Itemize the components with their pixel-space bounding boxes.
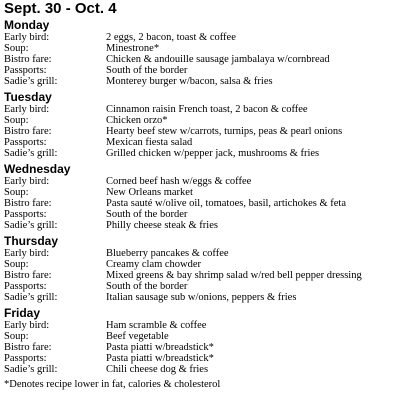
day-wednesday [4,163,414,231]
meal-label: Early bird: [4,176,50,187]
meal-value: Monterey burger w/bacon, salsa & fries [106,76,273,87]
meal-value: South of the border [106,65,188,76]
meal-label: Bistro fare: [4,54,52,65]
meal-value: Minestrone* [106,43,160,54]
day-heading: Wednesday [4,162,71,176]
menu-title: Sept. 30 - Oct. 4 [4,0,117,17]
meal-value: Pasta sauté w/olive oil, tomatoes, basil, artichokes & feta [106,198,346,209]
meal-value: Corned beef hash w/eggs & coffee [106,176,252,187]
day-tuesday [4,91,414,159]
meal-value: Mixed greens & bay shrimp salad w/red bell pepper dressing [106,270,362,281]
meal-value: Ham scramble & coffee [106,320,207,331]
menu-row [4,137,414,148]
meal-value: Blueberry pancakes & coffee [106,248,229,259]
menu-row [4,187,414,198]
meal-label: Early bird: [4,104,50,115]
day-heading: Tuesday [4,90,52,104]
day-heading: Friday [4,306,41,320]
menu-row [4,342,414,353]
menu-row [4,281,414,292]
menu-row [4,198,414,209]
menu-row [4,76,414,87]
menu-row [4,43,414,54]
menu-row [4,126,414,137]
meal-label: Bistro fare: [4,126,52,137]
meal-label: Passports: [4,281,47,292]
meal-value: Grilled chicken w/pepper jack, mushrooms & fries [106,148,320,159]
meal-value: Creamy clam chowder [106,259,202,270]
meal-label: Sadie’s grill: [4,148,58,159]
day-heading: Monday [4,18,50,32]
menu-row [4,320,414,331]
menu-row [4,104,414,115]
menu-row [4,209,414,220]
menu-page [4,0,414,390]
meal-label: Bistro fare: [4,270,52,281]
meal-label: Sadie’s grill: [4,292,58,303]
day-heading: Thursday [4,234,59,248]
meal-label: Early bird: [4,32,50,43]
meal-value: Italian sausage sub w/onions, peppers & fries [106,292,297,303]
meal-value: Pasta piatti w/breadstick* [106,342,214,353]
meal-value: Pasta piatti w/breadstick* [106,353,214,364]
menu-row [4,54,414,65]
day-monday [4,19,414,87]
meal-value: Chicken & andouille sausage jambalaya w/cornbread [106,54,330,65]
meal-label: Passports: [4,353,47,364]
meal-label: Sadie’s grill: [4,364,58,375]
meal-label: Soup: [4,43,29,54]
menu-row [4,65,414,76]
menu-row [4,331,414,342]
meal-value: Cinnamon raisin French toast, 2 bacon & coffee [106,104,308,115]
meal-value: 2 eggs, 2 bacon, toast & coffee [106,32,236,43]
meal-label: Early bird: [4,248,50,259]
meal-label: Soup: [4,331,29,342]
footnote: *Denotes recipe lower in fat, calories & cholesterol [4,379,221,390]
menu-row [4,248,414,259]
meal-value: Chicken orzo* [106,115,168,126]
meal-label: Passports: [4,137,47,148]
meal-value: South of the border [106,209,188,220]
menu-row [4,176,414,187]
meal-label: Sadie’s grill: [4,76,58,87]
meal-label: Passports: [4,65,47,76]
menu-row [4,364,414,375]
menu-row [4,32,414,43]
menu-row [4,148,414,159]
meal-label: Early bird: [4,320,50,331]
meal-value: Mexican fiesta salad [106,137,193,148]
day-friday [4,307,414,375]
meal-value: Hearty beef stew w/carrots, turnips, peas & pearl onions [106,126,343,137]
meal-value: New Orleans market [106,187,193,198]
menu-row [4,292,414,303]
menu-row [4,115,414,126]
menu-row [4,220,414,231]
meal-value: South of the border [106,281,188,292]
meal-label: Sadie’s grill: [4,220,58,231]
meal-label: Soup: [4,115,29,126]
meal-label: Passports: [4,209,47,220]
menu-row [4,353,414,364]
meal-value: Chili cheese dog & fries [106,364,209,375]
meal-label: Bistro fare: [4,198,52,209]
meal-label: Bistro fare: [4,342,52,353]
meal-value: Philly cheese steak & fries [106,220,218,231]
meal-label: Soup: [4,259,29,270]
meal-label: Soup: [4,187,29,198]
day-thursday [4,235,414,303]
meal-value: Beef vegetable [106,331,169,342]
menu-row [4,270,414,281]
menu-row [4,259,414,270]
